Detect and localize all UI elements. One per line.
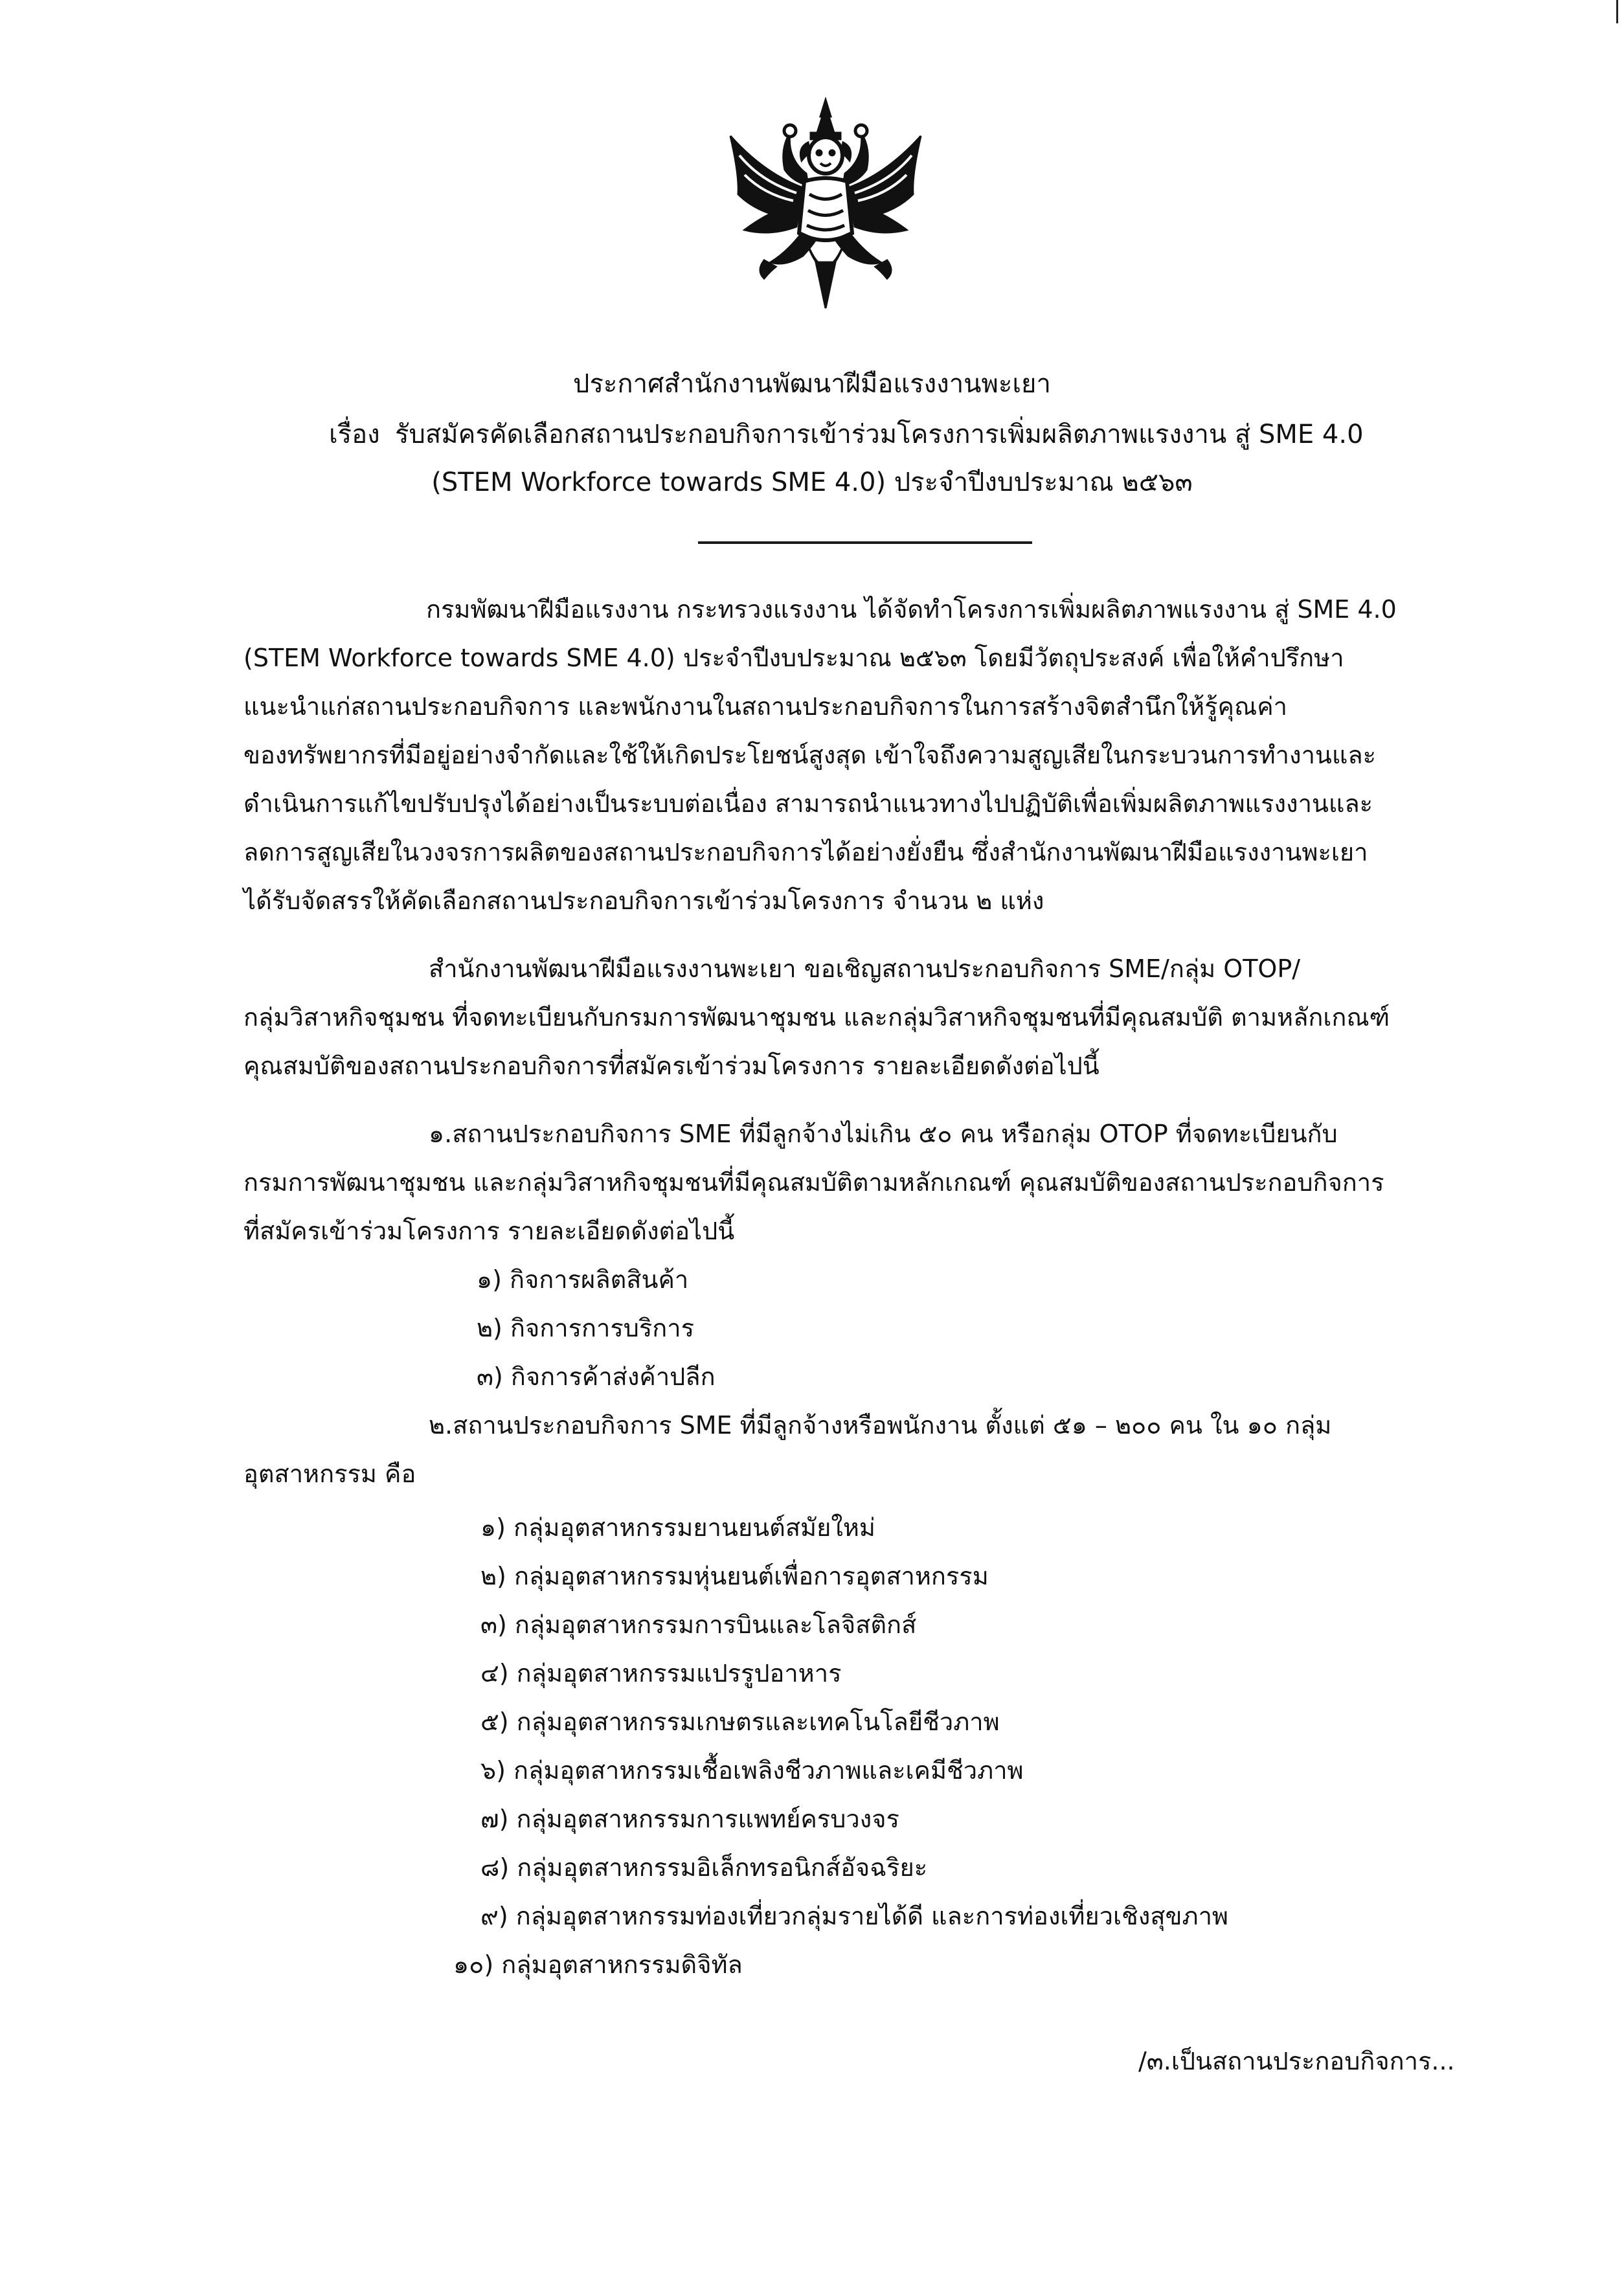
paragraph-line: อุตสาหกรรม คือ: [243, 1460, 416, 1488]
list-item: ๖) กลุ่มอุตสาหกรรมเชื้อเพลิงชีวภาพและเคมีชีวภาพ: [480, 1756, 1024, 1785]
list-item: ๓) กลุ่มอุตสาหกรรมการบินและโลจิสติกส์: [480, 1610, 917, 1639]
paragraph-line: กลุ่มวิสาหกิจชุมชน ที่จดทะเบียนกับกรมการพัฒนาชุมชน และกลุ่มวิสาหกิจชุมชนที่มีคุณสมบัติ ตามหลักเกณฑ์: [243, 1003, 1390, 1032]
continuation-note: /๓.เป็นสถานประกอบกิจการ...: [1138, 2047, 1455, 2075]
paragraph-line: กรมการพัฒนาชุมชน และกลุ่มวิสาหกิจชุมชนที่มีคุณสมบัติตามหลักเกณฑ์ คุณสมบัติของสถานประกอบกิจการ: [243, 1168, 1384, 1197]
paragraph-line: ของทรัพยากรที่มีอยู่อย่างจำกัดและใช้ให้เกิดประโยชน์สูงสุด เข้าใจถึงความสูญเสียในกระบวนการทำงานและ: [243, 741, 1377, 769]
list-item: ๕) กลุ่มอุตสาหกรรมเกษตรและเทคโนโลยีชีวภาพ: [480, 1708, 1000, 1736]
paragraph-line: ๒.สถานประกอบกิจการ SME ที่มีลูกจ้างหรือพนักงาน ตั้งแต่ ๕๑ – ๒๐๐ คน ใน ๑๐ กลุ่ม: [429, 1411, 1332, 1439]
list-item: ๑) กิจการผลิตสินค้า: [477, 1265, 689, 1294]
paragraph-line: ได้รับจัดสรรให้คัดเลือกสถานประกอบกิจการเข้าร่วมโครงการ จำนวน ๒ แห่ง: [243, 886, 1044, 915]
paragraph-line: สำนักงานพัฒนาฝีมือแรงงานพะเยา ขอเชิญสถานประกอบกิจการ SME/กลุ่ม OTOP/: [429, 954, 1301, 983]
list-item: ๑) กลุ่มอุตสาหกรรมยานยนต์สมัยใหม่: [480, 1513, 875, 1542]
paragraph-line: ลดการสูญเสียในวงจรการผลิตของสถานประกอบกิจการได้อย่างยั่งยืน ซึ่งสำนักงานพัฒนาฝีมือแรงงานพะเยา: [243, 838, 1368, 866]
subject-line-1: รับสมัครคัดเลือกสถานประกอบกิจการเข้าร่วมโครงการเพิ่มผลิตภาพแรงงาน สู่ SME 4.0: [395, 420, 1364, 449]
subject-line-2: (STEM Workforce towards SME 4.0) ประจำปีงบประมาณ ๒๕๖๓: [431, 468, 1193, 497]
paragraph-line: กรมพัฒนาฝีมือแรงงาน กระทรวงแรงงาน ได้จัดทำโครงการเพิ่มผลิตภาพแรงงาน สู่ SME 4.0: [426, 595, 1397, 624]
list-item: ๑๐) กลุ่มอุตสาหกรรมดิจิทัล: [453, 1950, 743, 1979]
paragraph-line: แนะนำแก่สถานประกอบกิจการ และพนักงานในสถานประกอบกิจการในการสร้างจิตสำนึกให้รู้คุณค่า: [243, 692, 1287, 721]
list-item: ๔) กลุ่มอุตสาหกรรมแปรรูปอาหาร: [480, 1659, 842, 1688]
scan-edge-mark: [1616, 0, 1618, 23]
paragraph-line: ดำเนินการแก้ไขปรับปรุงได้อย่างเป็นระบบต่อเนื่อง สามารถนำแนวทางไปปฏิบัติเพื่อเพิ่มผลิตภาพแรงงานและ: [243, 789, 1373, 818]
list-item: ๒) กิจการการบริการ: [477, 1314, 695, 1342]
paragraph-line: คุณสมบัติของสถานประกอบกิจการที่สมัครเข้าร่วมโครงการ รายละเอียดดังต่อไปนี้: [243, 1052, 1100, 1080]
paragraph-line: (STEM Workforce towards SME 4.0) ประจำปีงบประมาณ ๒๕๖๓ โดยมีวัตถุประสงค์ เพื่อให้คำปรึกษา: [243, 644, 1344, 672]
list-item: ๒) กลุ่มอุตสาหกรรมหุ่นยนต์เพื่อการอุตสาหกรรม: [480, 1562, 989, 1590]
list-item: ๙) กลุ่มอุตสาหกรรมท่องเที่ยวกลุ่มรายได้ดี และการท่องเที่ยวเชิงสุขภาพ: [480, 1902, 1228, 1930]
header-divider: [698, 541, 1032, 544]
list-item: ๓) กิจการค้าส่งค้าปลีก: [477, 1362, 716, 1391]
paragraph-line: ๑.สถานประกอบกิจการ SME ที่มีลูกจ้างไม่เกิน ๕๐ คน หรือกลุ่ม OTOP ที่จดทะเบียนกับ: [429, 1120, 1338, 1148]
subject-label: เรื่อง: [329, 420, 380, 449]
garuda-emblem-icon: [725, 97, 926, 311]
list-item: ๘) กลุ่มอุตสาหกรรมอิเล็กทรอนิกส์อัจฉริยะ: [480, 1853, 928, 1882]
list-item: ๗) กลุ่มอุตสาหกรรมการแพทย์ครบวงจร: [480, 1805, 899, 1833]
paragraph-line: ที่สมัครเข้าร่วมโครงการ รายละเอียดดังต่อไปนี้: [243, 1217, 735, 1245]
announcement-title: ประกาศสำนักงานพัฒนาฝีมือแรงงานพะเยา: [573, 369, 1051, 399]
